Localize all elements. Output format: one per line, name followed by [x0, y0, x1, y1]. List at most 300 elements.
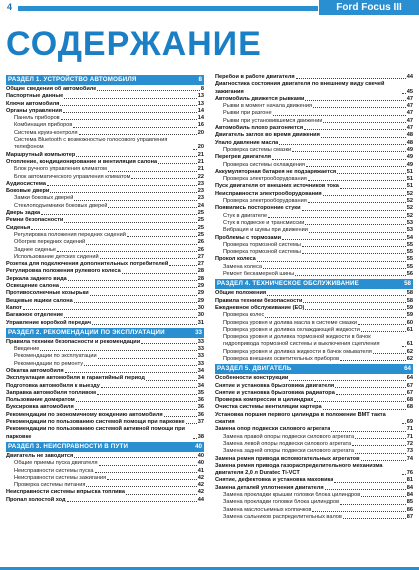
- toc-subentry: [6, 232, 204, 239]
- toc-entry: [6, 217, 204, 224]
- entry-title: Обогрев передних сидений: [14, 239, 86, 246]
- dot-leader: [361, 331, 406, 332]
- dot-leader: [305, 100, 405, 101]
- dot-leader: [108, 207, 196, 208]
- entry-page: 22: [197, 173, 204, 180]
- header-rule: [18, 6, 318, 11]
- entry-title: Система круиз-контроля: [14, 129, 78, 136]
- toc-entry: [6, 426, 204, 441]
- section-page: 64: [404, 365, 411, 373]
- entry-page: 42: [197, 482, 204, 489]
- entry-page: 53: [406, 227, 413, 234]
- toc-entry: [6, 210, 204, 217]
- toc-entry: [215, 305, 413, 312]
- entry-title: Проверка компрессии в цилиндрах: [215, 397, 314, 404]
- entry-title: Маршрутный компьютер: [6, 151, 76, 158]
- entry-page: 49: [406, 154, 413, 161]
- entry-page: 76: [406, 470, 413, 477]
- entry-page: 48: [406, 132, 413, 139]
- entry-title: Отопление, кондиционирование и вентиляция салона: [6, 158, 158, 165]
- entry-page: 38: [197, 433, 204, 440]
- dot-leader: [73, 127, 196, 128]
- entry-page: 62: [406, 355, 413, 362]
- toc-entry: [215, 132, 413, 139]
- entry-page: 25: [197, 210, 204, 217]
- toc-subentry: [215, 242, 413, 249]
- dot-leader: [61, 119, 197, 120]
- dot-leader: [282, 239, 406, 240]
- toc-subentry: [215, 118, 413, 125]
- entry-title: Обкатка автомобиля: [6, 367, 64, 374]
- dot-leader: [257, 261, 406, 262]
- entry-title: Автомобиль плохо разгоняется: [215, 125, 304, 132]
- entry-page: 64: [406, 375, 413, 382]
- dot-leader: [169, 265, 196, 266]
- toc-entry: [215, 412, 413, 427]
- dot-leader: [289, 380, 405, 381]
- entry-page: 14: [197, 107, 204, 114]
- dot-leader: [263, 268, 406, 269]
- dot-leader: [126, 494, 197, 495]
- dot-leader: [402, 423, 406, 424]
- entry-page: 44: [406, 74, 413, 80]
- toc-subentry: [6, 247, 204, 254]
- entry-page: 86: [406, 506, 413, 513]
- entry-title: Замки боковых дверей: [14, 195, 74, 202]
- entry-title: Пользование домкратом: [6, 397, 75, 404]
- entry-page: 40: [197, 452, 204, 459]
- entry-title: Сиденья: [6, 224, 31, 231]
- entry-page: 84: [406, 492, 413, 499]
- dot-leader: [335, 387, 406, 388]
- toc-subentry: [6, 137, 204, 152]
- dot-leader: [268, 217, 406, 218]
- dot-leader: [402, 93, 406, 94]
- toc-subentry: [6, 203, 204, 210]
- entry-title: Общие сведения об автомобиле: [6, 86, 97, 92]
- entry-title: Рекомендации по ремонту: [14, 360, 84, 367]
- entry-title: Ключи автомобиля: [6, 100, 60, 107]
- entry-page: 54: [406, 234, 413, 241]
- dot-leader: [193, 149, 197, 150]
- dot-leader: [97, 394, 197, 395]
- dot-leader: [99, 465, 197, 466]
- entry-title: Перегрев двигателя: [215, 154, 272, 161]
- entry-title: Снятие и установка брызговика радиатора: [215, 389, 335, 396]
- toc-entry: [215, 290, 413, 297]
- toc-entry: [6, 276, 204, 283]
- entry-page: 47: [406, 95, 413, 102]
- entry-page: 87: [406, 513, 413, 520]
- entry-page: 25: [197, 231, 204, 238]
- entry-page: 59: [406, 304, 413, 311]
- section-page: 8: [198, 76, 202, 83]
- dot-leader: [74, 457, 196, 458]
- entry-page: 55: [406, 256, 413, 263]
- toc-entry: [6, 159, 204, 166]
- entry-page: 42: [197, 474, 204, 481]
- entry-page: 81: [406, 477, 413, 484]
- toc-entry: [215, 74, 413, 81]
- dot-leader: [193, 438, 197, 439]
- dot-leader: [76, 156, 197, 157]
- entry-title: Вещевые ящики салона: [6, 297, 73, 304]
- toc-subentry: [6, 254, 204, 261]
- entry-title: Замена прокладки головки блока цилиндров: [223, 499, 340, 506]
- dot-leader: [79, 134, 197, 135]
- entry-title: Подготовка автомобиля к выезду: [6, 382, 100, 389]
- dot-leader: [352, 445, 405, 446]
- entry-title: Перебои в работе двигателя: [215, 74, 295, 80]
- toc-entry: [215, 169, 413, 176]
- entry-title: Рывки при разгоне: [223, 110, 272, 117]
- entry-page: 51: [406, 168, 413, 175]
- toc-entry: [215, 456, 413, 463]
- toc-entry: [215, 256, 413, 263]
- toc-subentry: [215, 434, 413, 441]
- entry-title: Заправка автомобиля топливом: [6, 389, 96, 396]
- entry-page: 36: [197, 397, 204, 404]
- entry-title: Замена задней опоры подвески силового агрегата: [223, 448, 355, 455]
- entry-title: Эксплуатация автомобиля в гарантийный период: [6, 375, 145, 382]
- entry-page: 51: [406, 176, 413, 183]
- toc-subentry: [6, 460, 204, 467]
- entry-page: 67: [406, 389, 413, 396]
- entry-page: 24: [197, 202, 204, 209]
- entry-page: 51: [406, 183, 413, 190]
- section-page: 40: [195, 442, 202, 450]
- dot-leader: [373, 353, 406, 354]
- entry-title: Проверка системы охлаждения: [223, 161, 305, 168]
- dot-leader: [100, 258, 197, 259]
- entry-page: 47: [406, 117, 413, 124]
- entry-title: Органы управления: [6, 107, 62, 114]
- entry-page: 36: [197, 404, 204, 411]
- entry-title: Рывки в момент начала движения: [223, 103, 312, 110]
- dot-leader: [355, 438, 406, 439]
- entry-title: Замена ремня привода вспомогательных агрегатов: [215, 455, 360, 462]
- toc-subentry: [215, 492, 413, 499]
- entry-title: Введение: [14, 346, 40, 353]
- dot-leader: [296, 78, 406, 79]
- toc-entry: [215, 154, 413, 161]
- dot-leader: [337, 173, 406, 174]
- entry-page: 34: [197, 375, 204, 382]
- entry-title: Двигатель не заводится: [6, 452, 74, 459]
- dot-leader: [50, 192, 196, 193]
- toc-entry: [215, 477, 413, 484]
- entry-page: 58: [406, 297, 413, 304]
- entry-page: 73: [406, 448, 413, 455]
- toc-entry: [6, 404, 204, 411]
- dot-leader: [273, 115, 406, 116]
- entry-title: Рекомендации по экономичному вождению автомобиля: [6, 411, 163, 418]
- entry-page: 28: [197, 268, 204, 275]
- toc-subentry: [215, 514, 413, 521]
- toc-entry: [6, 290, 204, 297]
- entry-page: 47: [406, 125, 413, 132]
- entry-title: Правила техники безопасности и рекомендации: [6, 338, 141, 345]
- toc-entry: [6, 397, 204, 404]
- entry-page: 30: [197, 312, 204, 319]
- toc-entry: [6, 497, 204, 504]
- toc-entry: [6, 101, 204, 108]
- entry-page: 68: [406, 397, 413, 404]
- toc-subentry: [6, 353, 204, 360]
- toc-section-heading: [215, 279, 413, 289]
- toc-entry: [6, 489, 204, 496]
- toc-entry: [215, 426, 413, 433]
- dot-leader: [305, 309, 405, 310]
- dot-leader: [295, 275, 406, 276]
- dot-leader: [302, 253, 406, 254]
- entry-title: Розетка для подключения дополнительных потребителей: [6, 261, 169, 268]
- toc-subentry: [215, 271, 413, 278]
- toc-entry: [6, 412, 204, 419]
- dot-leader: [402, 346, 406, 347]
- dot-leader: [314, 401, 405, 402]
- entry-title: Регулировка положения передних сидений: [14, 231, 126, 238]
- section-title: РАЗДЕЛ 1. УСТРОЙСТВО АВТОМОБИЛЯ: [8, 76, 137, 83]
- toc-subentry: [6, 475, 204, 482]
- entry-title: Диагностика состояния двигателя по внешнему виду свечей зажигания: [215, 81, 385, 95]
- dot-leader: [108, 171, 197, 172]
- toc-section-heading: [6, 75, 204, 85]
- dot-leader: [292, 151, 406, 152]
- dot-leader: [186, 423, 197, 424]
- dot-leader: [127, 236, 197, 237]
- section-title: РАЗДЕЛ 2. РЕКОМЕНДАЦИИ ПО ЭКСПЛУАТАЦИИ: [8, 328, 165, 336]
- entry-page: 40: [197, 460, 204, 467]
- dot-leader: [355, 453, 406, 454]
- dot-leader: [65, 372, 197, 373]
- entry-page: 62: [406, 348, 413, 355]
- entry-title: Зеркала заднего вида: [6, 275, 67, 282]
- entry-page: 33: [197, 360, 204, 367]
- dot-leader: [47, 185, 197, 186]
- dot-leader: [76, 401, 197, 402]
- dot-leader: [323, 409, 406, 410]
- entry-title: Проверка электрооборудования: [223, 176, 307, 183]
- dot-leader: [302, 246, 406, 247]
- entry-title: Проверка электрооборудования: [223, 198, 307, 205]
- toc-subentry: [6, 166, 204, 173]
- entry-title: Общие приемы пуска двигателя: [14, 460, 98, 467]
- toc-subentry: [215, 198, 413, 205]
- section-title: РАЗДЕЛ 5. ДВИГАТЕЛЬ: [217, 365, 292, 373]
- entry-page: 20: [197, 129, 204, 136]
- entry-title: Противосолнечные козырьки: [6, 290, 89, 297]
- dot-leader: [23, 309, 197, 310]
- dot-leader: [361, 460, 406, 461]
- entry-page: 55: [406, 241, 413, 248]
- toc-entry: [215, 235, 413, 242]
- entry-title: Проверка колес: [223, 312, 265, 319]
- entry-title: Особенности конструкции: [215, 375, 289, 382]
- entry-page: 33: [197, 346, 204, 353]
- entry-page: 52: [406, 205, 413, 212]
- entry-page: 29: [197, 297, 204, 304]
- entry-title: Автомобиль движется рывками: [215, 95, 305, 102]
- entry-page: 52: [406, 212, 413, 219]
- toc-entry: [6, 268, 204, 275]
- dot-leader: [304, 129, 406, 130]
- entry-page: 25: [197, 224, 204, 231]
- entry-title: Прокол колеса: [215, 256, 256, 263]
- toc-subentry: [215, 312, 413, 319]
- entry-title: Багажное отделение: [6, 312, 64, 319]
- entry-title: Пропал холостой ход: [6, 496, 66, 503]
- dot-leader: [323, 122, 405, 123]
- entry-page: 47: [406, 103, 413, 110]
- entry-page: 84: [406, 484, 413, 491]
- toc-subentry: [215, 110, 413, 117]
- dot-leader: [67, 501, 197, 502]
- entry-title: Неисправности системы пуска: [14, 467, 94, 474]
- dot-leader: [60, 287, 197, 288]
- toc-subentry: [215, 499, 413, 506]
- toc-entry: [6, 383, 204, 390]
- toc-entry: [6, 86, 204, 93]
- entry-title: Ремонт бескамерной шины: [223, 271, 295, 278]
- dot-leader: [343, 518, 406, 519]
- entry-title: Рекомендации по эксплуатации: [14, 353, 97, 360]
- toc-entry: [215, 191, 413, 198]
- entry-title: Комбинация приборов: [14, 122, 73, 129]
- toc-entry: [6, 225, 204, 232]
- entry-title: Стук в двигателе: [223, 212, 268, 219]
- toc-entry: [6, 283, 204, 290]
- toc-section-heading: [6, 328, 204, 338]
- entry-title: Упало давление масла: [215, 139, 279, 146]
- section-title: РАЗДЕЛ 3. НЕИСПРАВНОСТИ В ПУТИ: [8, 442, 129, 450]
- dot-leader: [101, 387, 197, 388]
- entry-page: 16: [197, 122, 204, 129]
- entry-page: 13: [197, 93, 204, 100]
- toc-entry: [6, 339, 204, 346]
- entry-title: Рекомендации по пользованию системой помощи при парковке: [6, 419, 185, 426]
- entry-page: 13: [197, 100, 204, 107]
- toc-subentry: [215, 227, 413, 234]
- entry-page: 37: [197, 419, 204, 426]
- toc-subentry: [6, 115, 204, 122]
- entry-title: Использование детских сидений: [14, 253, 99, 260]
- entry-title: Правила техники безопасности: [215, 297, 303, 304]
- entry-title: Ремни безопасности: [6, 217, 64, 224]
- entry-title: Неисправности системы впрыска топлива: [6, 489, 126, 496]
- toc-entry: [6, 312, 204, 319]
- toc-entry: [215, 383, 413, 390]
- entry-page: 74: [406, 455, 413, 462]
- toc-subentry: [215, 176, 413, 183]
- entry-title: Замена прокладки крышки головки блока цилиндров: [223, 492, 361, 499]
- entry-page: 29: [197, 290, 204, 297]
- entry-page: 61: [406, 326, 413, 333]
- entry-page: 34: [197, 382, 204, 389]
- entry-title: Стеклоподъемники боковых дверей: [14, 202, 108, 209]
- section-title: РАЗДЕЛ 4. ТЕХНИЧЕСКОЕ ОБСЛУЖИВАНИЕ: [217, 280, 359, 288]
- dot-leader: [312, 511, 405, 512]
- toc-entry: [6, 368, 204, 375]
- entry-title: Появились посторонние стуки: [215, 205, 301, 212]
- dot-leader: [64, 222, 196, 223]
- toc-entry: [215, 183, 413, 190]
- dot-leader: [309, 232, 406, 233]
- page-title: СОДЕРЖАНИЕ: [6, 25, 262, 63]
- toc-entry: [6, 188, 204, 195]
- entry-page: 56: [406, 271, 413, 278]
- dot-leader: [97, 90, 199, 91]
- entry-page: 68: [406, 404, 413, 411]
- entry-title: Панель приборов: [14, 115, 60, 122]
- toc-right-column: [215, 74, 413, 521]
- dot-leader: [84, 365, 197, 366]
- toc-section-heading: [215, 364, 413, 374]
- dot-leader: [75, 409, 197, 410]
- toc-subentry: [215, 356, 413, 363]
- entry-title: Общие положения: [215, 290, 267, 297]
- dot-leader: [305, 224, 405, 225]
- entry-page: 26: [197, 239, 204, 246]
- entry-page: 21: [197, 158, 204, 165]
- dot-leader: [31, 229, 197, 230]
- entry-title: Освещение салона: [6, 283, 59, 290]
- entry-title: Управление коробкой передач: [6, 319, 91, 326]
- entry-page: 31: [197, 319, 204, 326]
- entry-page: 41: [197, 467, 204, 474]
- entry-page: 29: [197, 283, 204, 290]
- toc-left-column: [6, 74, 204, 504]
- toc-subentry: [215, 334, 413, 349]
- dot-leader: [74, 302, 197, 303]
- dot-leader: [303, 302, 405, 303]
- toc-entry: [215, 390, 413, 397]
- dot-leader: [57, 251, 197, 252]
- entry-page: 35: [197, 389, 204, 396]
- toc-subentry: [215, 327, 413, 334]
- entry-page: 28: [197, 275, 204, 282]
- dot-leader: [64, 98, 197, 99]
- entry-title: Замена маслосъемных колпачков: [223, 506, 312, 513]
- entry-title: Рывки при установившемся движении: [223, 117, 323, 124]
- entry-title: Замена деталей уплотнения двигателя: [215, 484, 324, 491]
- entry-page: 33: [197, 338, 204, 345]
- dot-leader: [86, 244, 197, 245]
- dot-leader: [131, 178, 196, 179]
- entry-page: 23: [197, 188, 204, 195]
- entry-page: 53: [406, 219, 413, 226]
- dot-leader: [265, 317, 405, 318]
- entry-title: Аккумуляторная батарея не подзаряжается: [215, 168, 337, 175]
- toc-subentry: [6, 174, 204, 181]
- entry-title: Снятие и установка брызговика двигателя: [215, 382, 335, 389]
- dot-leader: [90, 295, 197, 296]
- toc-subentry: [215, 213, 413, 220]
- toc-subentry: [215, 249, 413, 256]
- toc-subentry: [215, 103, 413, 110]
- entry-page: 55: [406, 263, 413, 270]
- entry-title: Проблемы с тормозами: [215, 234, 282, 241]
- entry-page: 44: [197, 496, 204, 503]
- entry-title: Установка поршня первого цилиндра в положение ВМТ такта сжатия: [215, 411, 386, 426]
- entry-title: Проверка внешних осветительных приборов: [223, 355, 340, 362]
- toc-subentry: [215, 448, 413, 455]
- toc-subentry: [215, 349, 413, 356]
- dot-leader: [323, 195, 406, 196]
- dot-leader: [361, 496, 406, 497]
- dot-leader: [68, 280, 197, 281]
- dot-leader: [86, 486, 196, 487]
